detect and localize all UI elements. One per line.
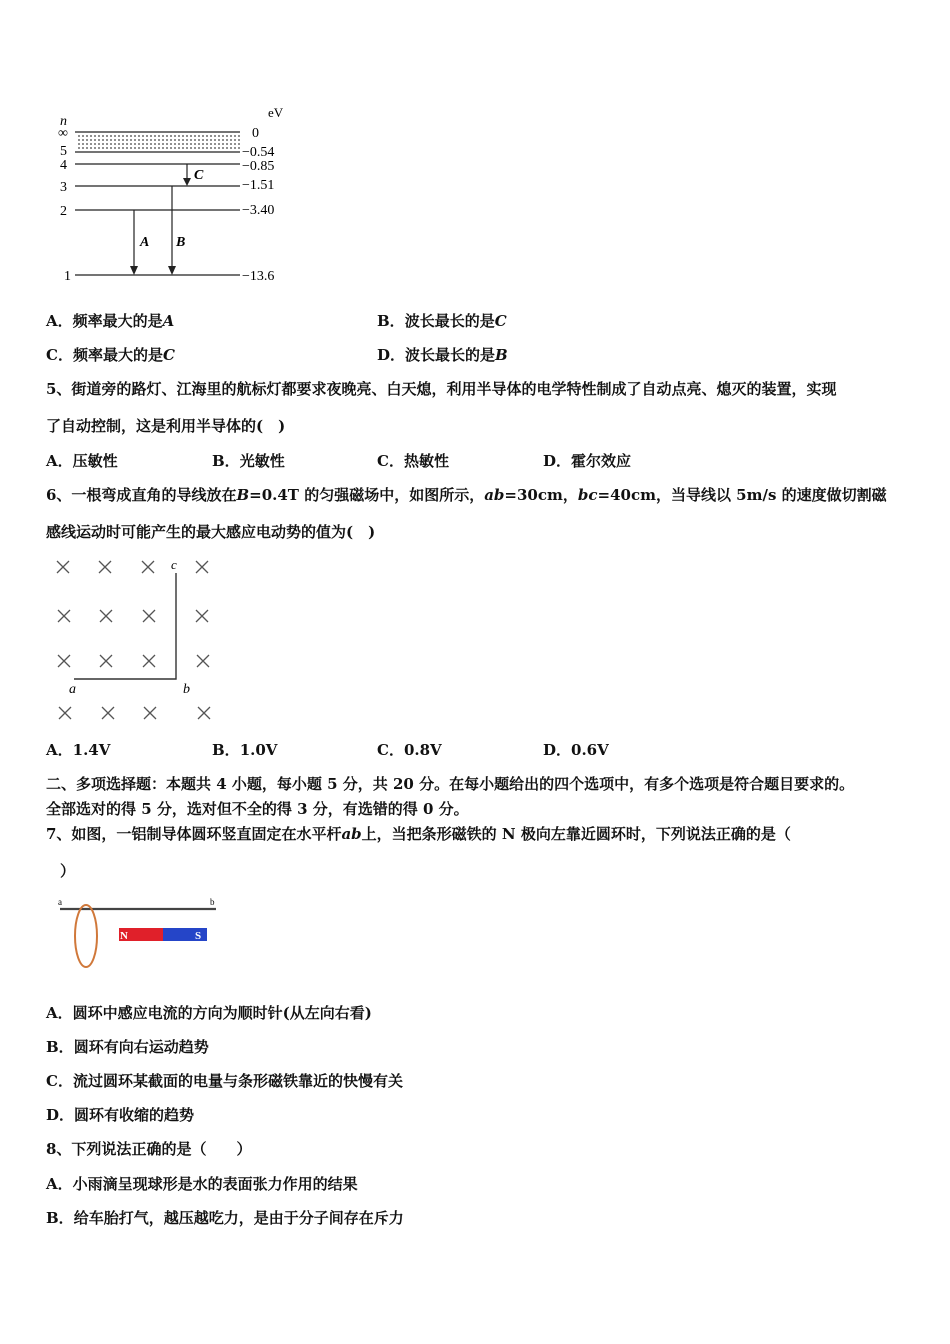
q6-fig-label-c: c (171, 557, 177, 572)
q8-stem: 8、下列说法正确的是（ ） (46, 1140, 252, 1158)
q7-stem-seg2: 上，当把条形磁铁的 N 极向左靠近圆环时，下列说法正确的是（ (361, 825, 791, 843)
q7-option-b-text: 圆环有向右运动趋势 (73, 1038, 209, 1056)
level-e-5: −0.54 (242, 145, 275, 160)
q4-option-d-letter: D． (377, 346, 406, 364)
q7-option-a (46, 1003, 372, 1023)
q5-option-c (377, 451, 449, 471)
bent-wire (74, 573, 176, 679)
q6-option-d (543, 740, 609, 760)
arrow-b-label: B (176, 235, 186, 250)
q4-option-a (46, 311, 174, 331)
q8-option-b (46, 1208, 404, 1228)
level-n-5: 5 (60, 144, 67, 159)
level-e-1: −13.6 (242, 269, 275, 284)
section2-heading-line1: 二、多项选择题：本题共 4 小题，每小题 5 分，共 20 分。在每小题给出的四个选项中，有多个选项是符合题目要求的。 (46, 775, 855, 793)
q4-option-b-text: 波长最长的是 (404, 312, 495, 330)
q7-stem-var-ab: ab (341, 825, 362, 843)
q8-option-a-letter: A． (46, 1175, 73, 1193)
q5-option-d-text: 霍尔效应 (571, 452, 632, 470)
q6-fig-label-b: b (183, 682, 190, 697)
q7-fig-label-a: a (58, 897, 62, 907)
level-n-3: 3 (60, 180, 67, 195)
q6-stem-line1 (46, 485, 887, 505)
q7-stem-seg1: 7、如图，一铝制导体圆环竖直固定在水平杆 (46, 825, 342, 843)
q4-option-c-letter: C． (46, 346, 73, 364)
q6-option-c-text: 0.8V (403, 741, 442, 759)
q4-option-a-var: A (162, 312, 175, 330)
arrow-a (130, 210, 138, 275)
magnet-n-label: N (120, 930, 128, 942)
q4-option-b-letter: B． (377, 312, 405, 330)
q5-option-b (212, 451, 285, 471)
q7-option-b-letter: B． (46, 1038, 74, 1056)
q6-stem-seg3: =30cm， (504, 486, 578, 504)
n-axis-label: n (60, 114, 67, 129)
q4-option-a-text: 频率最大的是 (72, 312, 163, 330)
arrow-b (168, 186, 176, 275)
q5-option-c-text: 热敏性 (403, 452, 449, 470)
q4-option-d (377, 345, 508, 365)
q4-option-c-text: 频率最大的是 (72, 346, 163, 364)
q7-option-d (46, 1105, 194, 1125)
q7-option-d-text: 圆环有收缩的趋势 (74, 1106, 195, 1124)
q8-option-a (46, 1174, 358, 1194)
section2-heading-line2: 全部选对的得 5 分，选对但不全的得 3 分，有选错的得 0 分。 (46, 800, 469, 818)
q8-option-a-text: 小雨滴呈现球形是水的表面张力作用的结果 (72, 1175, 358, 1193)
arrow-c-label: C (194, 168, 204, 183)
q6-option-c (377, 740, 442, 760)
level-e-2: −3.40 (242, 203, 275, 218)
q6-option-b-letter: B． (212, 741, 240, 759)
q5-stem-line1: 5、街道旁的路灯、江海里的航标灯都要求夜晚亮、白天熄，利用半导体的电学特性制成了自动点亮、熄灭的装置，实现 (46, 380, 837, 398)
q5-stem-line2: 了自动控制，这是利用半导体的( ) (46, 417, 286, 435)
magnet-s-label: S (195, 930, 202, 942)
q4-option-c (46, 345, 175, 365)
q6-option-a-letter: A． (46, 741, 73, 759)
q6-option-a (46, 740, 110, 760)
q4-option-b-var: C (494, 312, 507, 330)
arrow-c (183, 164, 191, 186)
q5-option-a-letter: A． (46, 452, 73, 470)
level-n-4: 4 (60, 158, 67, 173)
q8-option-b-text: 给车胎打气，越压越吃力，是由于分子间存在斥力 (73, 1209, 404, 1227)
q5-option-d-letter: D． (543, 452, 572, 470)
q5-option-d (543, 451, 631, 471)
q8-option-b-letter: B． (46, 1209, 74, 1227)
q5-option-b-text: 光敏性 (239, 452, 285, 470)
q7-stem-line2: ） (60, 862, 76, 880)
q6-stem-var-bc: bc (577, 486, 598, 504)
q7-option-b (46, 1037, 209, 1057)
q4-option-d-var: B (495, 346, 508, 364)
q6-option-b-text: 1.0V (239, 741, 278, 759)
q6-option-b (212, 740, 277, 760)
q4-option-c-var: C (162, 346, 175, 364)
level-n-inf: ∞ (58, 126, 68, 141)
q6-stem-var-b: B (236, 486, 250, 504)
level-e-inf: 0 (252, 126, 259, 141)
q6-option-d-text: 0.6V (571, 741, 609, 759)
unit-label: eV (268, 105, 284, 120)
energy-level-diagram (50, 100, 310, 290)
q6-stem-seg2: =0.4T 的匀强磁场中，如图所示， (249, 486, 485, 504)
q6-stem-seg4: =40cm，当导线以 5m/s 的速度做切割磁 (597, 486, 887, 504)
level-e-4: −0.85 (242, 159, 275, 174)
q6-stem-line2: 感线运动时可能产生的最大感应电动势的值为( ) (46, 523, 376, 541)
q7-option-c-text: 流过圆环某截面的电量与条形磁铁靠近的快慢有关 (72, 1072, 403, 1090)
q7-option-a-text: 圆环中感应电流的方向为顺时针(从左向右看) (72, 1004, 372, 1022)
q7-option-c (46, 1071, 403, 1091)
q6-stem-seg1: 6、一根弯成直角的导线放在 (46, 486, 237, 504)
level-n-1: 1 (64, 269, 71, 284)
q5-option-a-text: 压敏性 (72, 452, 118, 470)
q7-fig-label-b: b (210, 897, 215, 907)
q7-ring-magnet-figure (52, 893, 222, 973)
q7-option-d-letter: D． (46, 1106, 75, 1124)
level-e-3: −1.51 (242, 178, 275, 193)
q5-option-b-letter: B． (212, 452, 240, 470)
q7-stem-line1 (46, 824, 791, 844)
q7-option-c-letter: C． (46, 1072, 73, 1090)
q4-option-d-text: 波长最长的是 (405, 346, 496, 364)
aluminum-ring (75, 905, 97, 967)
q7-option-a-letter: A． (46, 1004, 73, 1022)
level-n-2: 2 (60, 204, 67, 219)
arrow-a-label: A (140, 235, 150, 250)
q6-option-c-letter: C． (377, 741, 404, 759)
q5-option-c-letter: C． (377, 452, 404, 470)
q5-option-a (46, 451, 118, 471)
q6-option-d-letter: D． (543, 741, 572, 759)
q6-fig-label-a: a (69, 682, 76, 697)
q4-option-a-letter: A． (46, 312, 73, 330)
q6-field-figure (50, 555, 225, 730)
q6-stem-var-ab: ab (484, 486, 505, 504)
q6-option-a-text: 1.4V (72, 741, 111, 759)
q4-option-b (377, 311, 507, 331)
